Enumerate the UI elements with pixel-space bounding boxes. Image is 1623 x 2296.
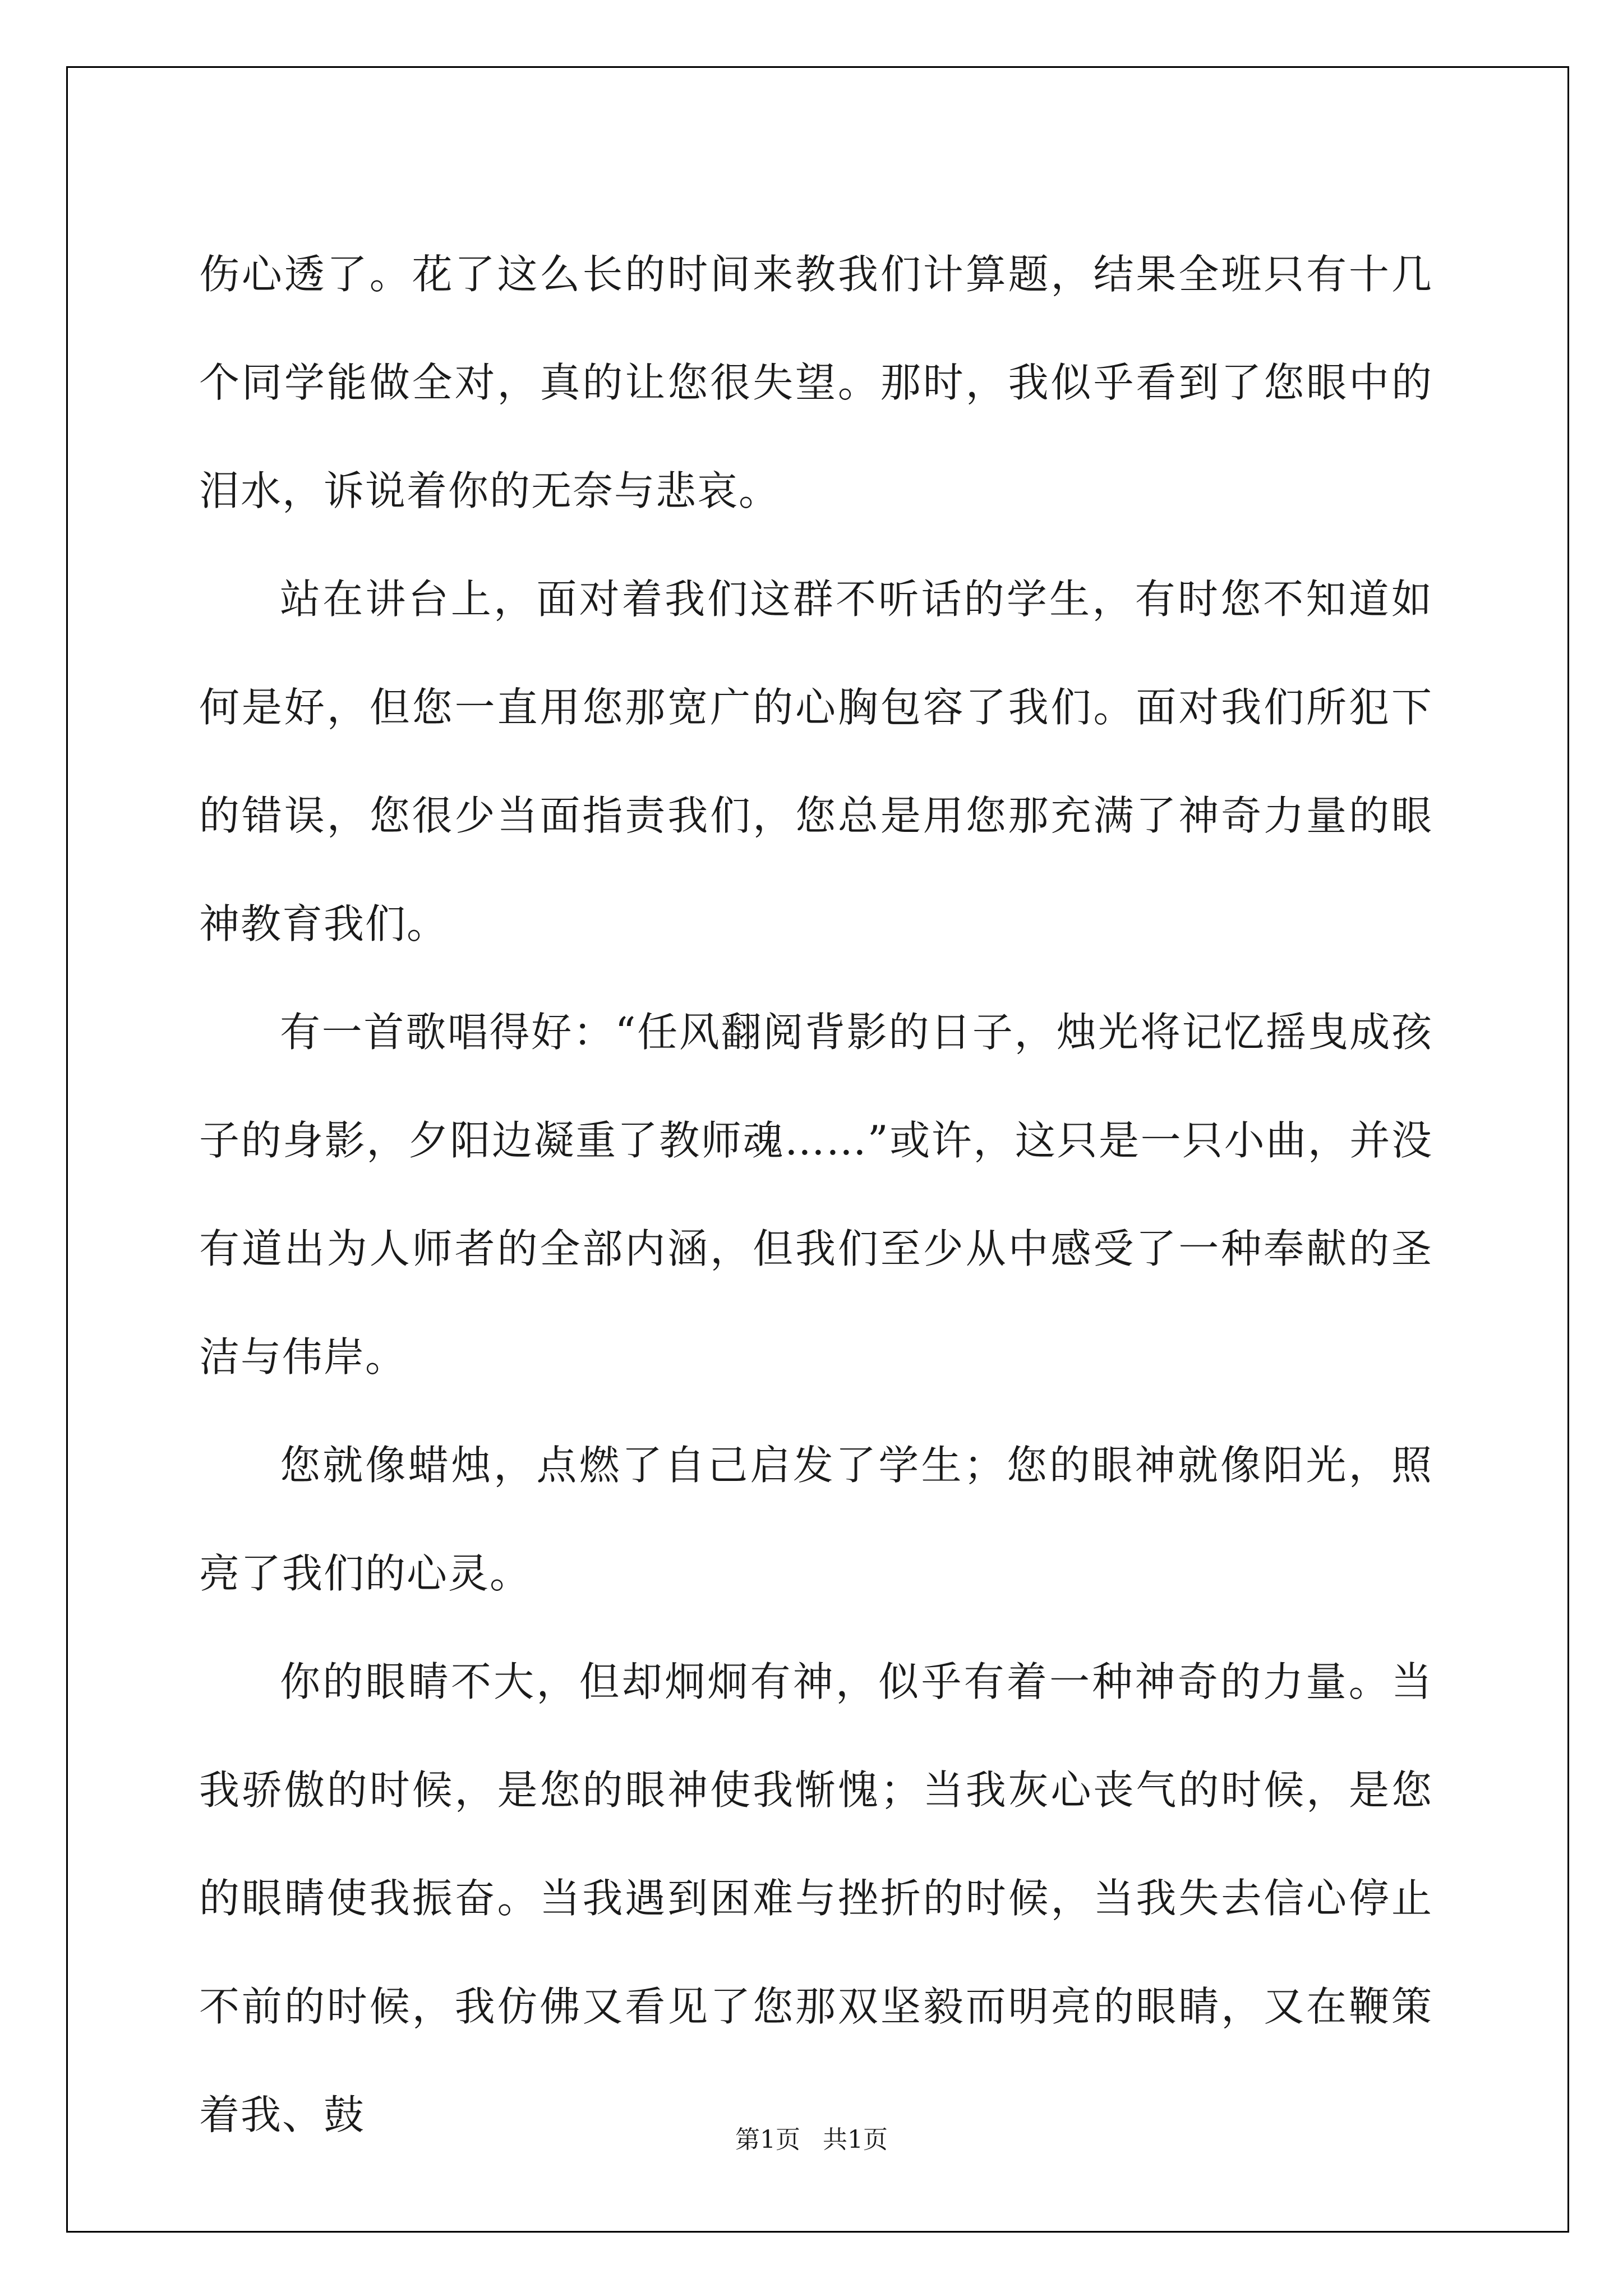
page-number-total: 共1页	[823, 2125, 888, 2154]
paragraph-1: 伤心透了。花了这么长的时间来教我们计算题，结果全班只有十几个同学能做全对，真的让您很失望。那时，我似乎看到了您眼中的泪水，诉说着你的无奈与悲哀。	[199, 251, 1433, 514]
paragraph-3: 有一首歌唱得好：“任风翻阅背影的日子，烛光将记忆摇曳成孩子的身影，夕阳边凝重了教师魂……”或许，这只是一只小曲，并没有道出为人师者的全部内涵，但我们至少从中感受了一种奉献的圣洁与伟岸。	[199, 1009, 1433, 1381]
paragraph-2: 站在讲台上，面对着我们这群不听话的学生，有时您不知道如何是好，但您一直用您那宽广的心胸包容了我们。面对我们所犯下的错误，您很少当面指责我们，您总是用您那充满了神奇力量的眼神教育我们。	[199, 576, 1433, 947]
paragraph-4: 您就像蜡烛，点燃了自己启发了学生；您的眼神就像阳光，照亮了我们的心灵。	[199, 1442, 1433, 1597]
paragraph-5: 你的眼睛不大，但却炯炯有神，似乎有着一种神奇的力量。当我骄傲的时候，是您的眼神使我惭愧；当我灰心丧气的时候，是您的眼睛使我振奋。当我遇到困难与挫折的时候，当我失去信心停止不前的时候，我仿佛又看见了您那双坚毅而明亮的眼睛，又在鞭策着我、鼓	[199, 1658, 1433, 2138]
document-body	[199, 220, 1433, 2169]
page-number-current: 第1页	[735, 2125, 800, 2154]
page-footer	[0, 2123, 1623, 2157]
